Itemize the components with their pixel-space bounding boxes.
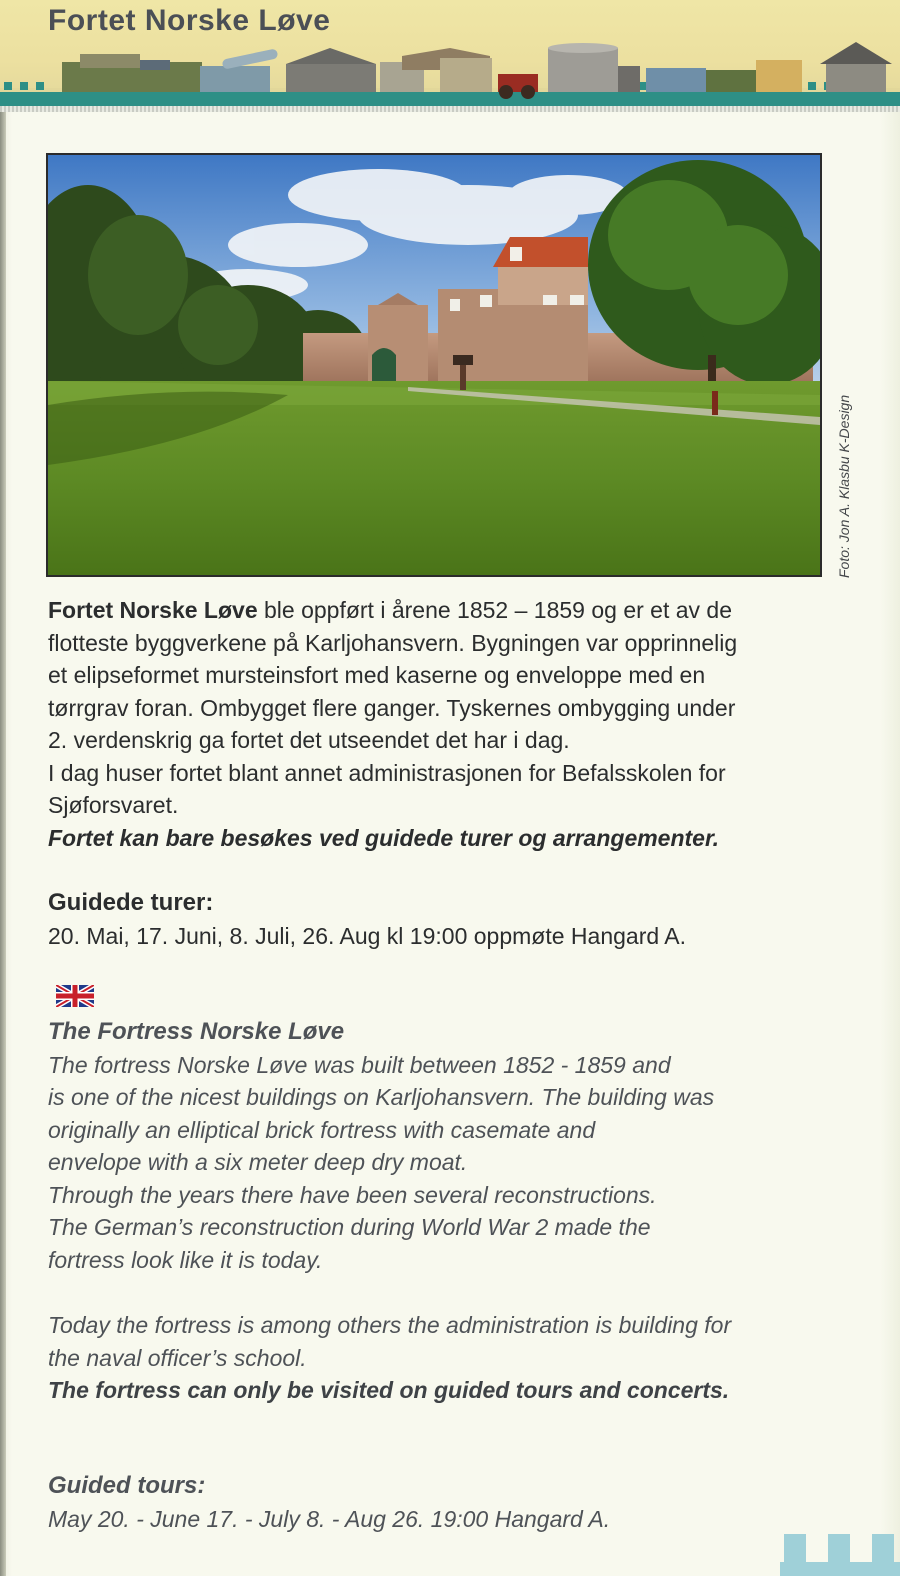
header-band [0, 0, 900, 108]
norwegian-line: ble oppført i årene 1852 – 1859 og er et av de [257, 597, 732, 623]
norwegian-line: et elipseformet mursteinsfort med kaserne og enveloppe med en [48, 662, 706, 688]
strip-barn [820, 42, 892, 92]
english-visit-note: The fortress can only be visited on guided tours and concerts. [48, 1377, 730, 1403]
fortress-photo [46, 153, 822, 577]
english-line: The fortress Norske Løve was built between 1852 - 1859 and [48, 1051, 671, 1078]
norwegian-line: 2. verdenskrig ga fortet det utseendet det har i dag. [48, 727, 570, 753]
english-line: originally an elliptical brick fortress with casemate and [48, 1116, 596, 1143]
photo-credit: Foto: Jon A. Klasbu K-Design [836, 394, 852, 578]
english-line: envelope with a six meter deep dry moat. [48, 1149, 468, 1175]
norwegian-line: flotteste byggverkene på Karljohansvern. Bygningen var opprinnelig [48, 629, 738, 656]
norwegian-guided-tours [48, 887, 848, 952]
norwegian-guided-dates: 20. Mai, 17. Juni, 8. Juli, 26. Aug kl 19:00 oppmøte Hangard A. [48, 922, 686, 949]
header-title: Fortet Norske Løve [48, 4, 331, 37]
norwegian-line: Sjøforsvaret. [48, 792, 179, 818]
paragraph-gap [48, 1276, 848, 1309]
header-divider [0, 106, 900, 112]
strip-building-2 [286, 48, 492, 92]
norwegian-line: tørrgrav foran. Ombygget flere ganger. Tyskernes ombygging under [48, 694, 736, 721]
english-line: Today the fortress is among others the administration is building for [48, 1312, 732, 1338]
strip-round-tower [548, 43, 640, 92]
english-guided-tours [48, 1470, 848, 1535]
english-line: fortress look like it is today. [48, 1246, 323, 1273]
english-line: The German’s reconstruction during World War 2 made the [48, 1214, 651, 1240]
english-line: the naval officer’s school. [48, 1344, 307, 1371]
norwegian-line: I dag huser fortet blant annet administrasjonen for Befalsskolen for [48, 759, 726, 786]
norwegian-visit-note: Fortet kan bare besøkes ved guidede turer og arrangementer. [48, 824, 720, 851]
strip-building-1 [62, 54, 202, 92]
english-guided-heading: Guided tours: [48, 1472, 206, 1499]
norwegian-guided-heading: Guidede turer: [48, 889, 214, 916]
english-guided-dates: May 20. - June 17. - July 8. - Aug 26. 19:00 Hangard A. [48, 1505, 611, 1532]
english-line: is one of the nicest buildings on Karljohansvern. The building was [48, 1084, 715, 1110]
norwegian-paragraph-line-1 [48, 594, 848, 627]
union-jack-flag-icon [56, 985, 94, 1007]
english-line: Through the years there have been several reconstructions. [48, 1181, 657, 1208]
strip-cannon [200, 48, 278, 92]
english-title: The Fortress Norske Løve [48, 1018, 345, 1045]
norwegian-lead: Fortet Norske Løve [48, 597, 258, 623]
page-edge-shadow [0, 0, 6, 1576]
footer-crenellation [780, 1530, 900, 1576]
english-description [48, 1016, 848, 1407]
norwegian-description [48, 594, 848, 854]
strip-building-3 [646, 60, 802, 92]
fortress-photo-illustration [48, 155, 820, 575]
header-fortress-illustration [0, 40, 900, 108]
